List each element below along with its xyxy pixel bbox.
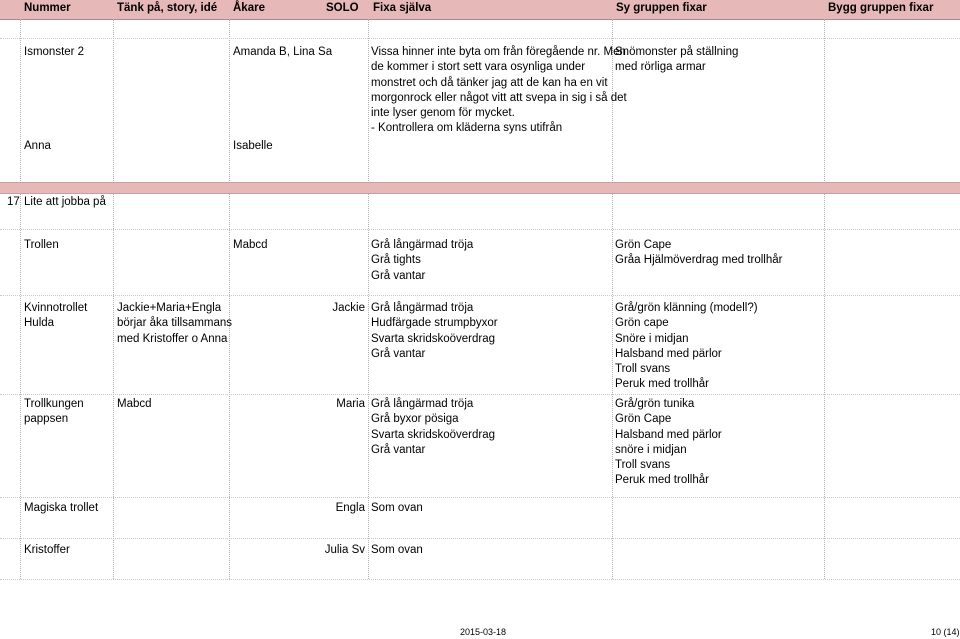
row-separator (0, 394, 960, 395)
col-header-nummer: Nummer (24, 2, 71, 14)
footer-page-number: 10 (14) (931, 627, 960, 637)
sy-cell: Grå/grön tunika Grön Cape Halsband med pärlor snöre i midjan Troll svans Peruk med trollhår (615, 398, 722, 487)
solo-cell: Jackie (332, 302, 365, 314)
row-separator (0, 497, 960, 498)
row-skaters: Amanda B, Lina Sa (233, 46, 333, 58)
grid-line (20, 19, 21, 579)
fixa-cell: Som ovan (371, 544, 423, 556)
col-header-fixa: Fixa själva (373, 2, 432, 14)
row-skaters: Mabcd (233, 239, 268, 251)
row-number: Kristoffer (24, 544, 70, 556)
fixa-cell: Vissa hinner inte byta om från föregående nr. Men de kommer i stort sett vara osynliga under monstret och då tänker jag att de kan ha en vit morgonrock eller något vitt att svepa in sig i så det inte lyser genom för mycket. - Kontrollera om kläderna syns utifrån (371, 46, 627, 135)
grid-line (368, 19, 369, 579)
section-separator-band (0, 182, 960, 194)
row-separator (0, 579, 960, 580)
row-number: Trollen (24, 239, 59, 251)
footer-date: 2015-03-18 (460, 627, 507, 637)
fixa-cell: Grå långärmad tröja Hudfärgade strumpbyxor Svarta skridskoöverdrag Grå vantar (371, 302, 498, 360)
solo-cell: Maria (336, 398, 365, 410)
story-cell: Mabcd (117, 398, 152, 410)
row-separator (0, 295, 960, 296)
row-separator (0, 538, 960, 539)
row-separator (0, 38, 960, 39)
grid-line (113, 19, 114, 579)
col-header-solo: SOLO (326, 2, 359, 14)
solo-cell: Julia Sv (324, 544, 365, 556)
row-number: Trollkungen pappsen (24, 398, 84, 426)
sy-cell: Grön Cape Gråa Hjälmöverdrag med trollhår (615, 239, 783, 267)
col-header-akare: Åkare (233, 2, 265, 14)
solo-cell: Engla (335, 502, 365, 514)
sy-cell: Grå/grön klänning (modell?) Grön cape Snöre i midjan Halsband med pärlor Troll svans Peruk med trollhår (615, 302, 758, 391)
row-number: Magiska trollet (24, 502, 99, 514)
grid-line (229, 19, 230, 579)
row-number: Kvinnotrollet Hulda (24, 302, 88, 330)
header-row (0, 0, 960, 20)
fixa-cell: Grå långärmad tröja Grå tights Grå vantar (371, 239, 474, 282)
col-header-sy: Sy gruppen fixar (616, 2, 707, 14)
col-header-bygg: Bygg gruppen fixar (828, 2, 934, 14)
row-number: Anna (24, 140, 51, 152)
grid-line (824, 19, 825, 579)
row-separator (0, 229, 960, 230)
fixa-cell: Som ovan (371, 502, 423, 514)
sy-cell: Snömonster på ställning med rörliga armar (615, 46, 739, 74)
section-title: Lite att jobba på (24, 196, 106, 208)
fixa-cell: Grå långärmad tröja Grå byxor pösiga Svarta skridskoöverdrag Grå vantar (371, 398, 495, 456)
section-number: 17 (7, 196, 20, 208)
row-number: Ismonster 2 (24, 46, 85, 58)
row-skaters: Isabelle (233, 140, 273, 152)
story-cell: Jackie+Maria+Engla börjar åka tillsammans med Kristoffer o Anna (117, 302, 233, 345)
col-header-story: Tänk på, story, idé (117, 2, 218, 14)
